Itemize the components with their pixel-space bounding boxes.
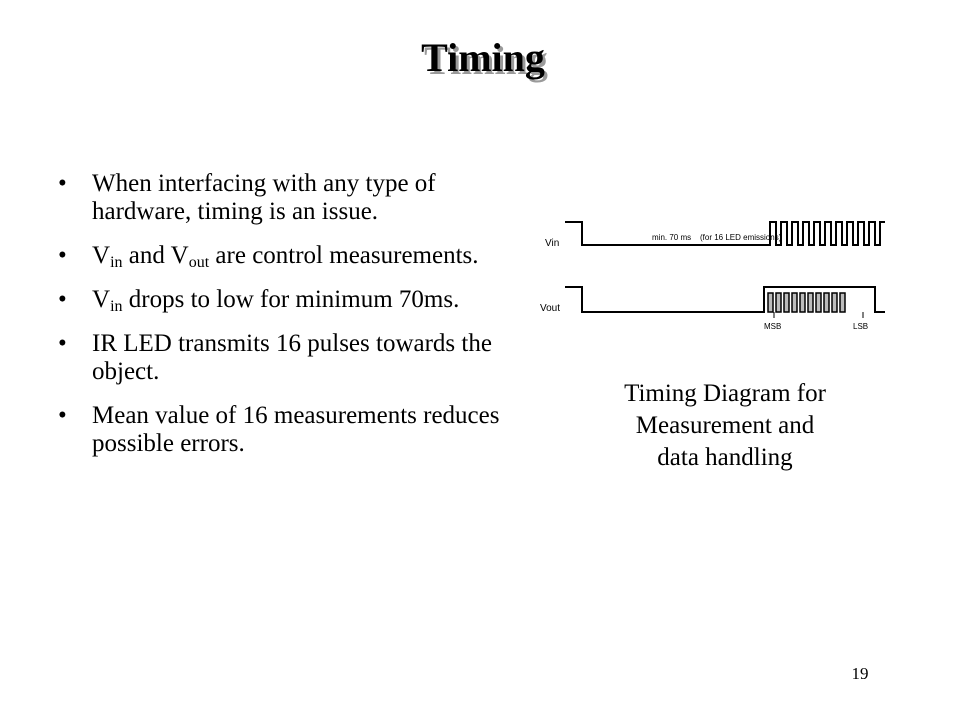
slide-title: Timing: [421, 35, 545, 80]
bullet-item-ir-led-pulses: [58, 330, 508, 386]
subscript-in: in: [110, 298, 123, 315]
bullet-text: When interfacing with any type of hardware, timing is an issue.: [92, 170, 436, 225]
caption-line: Timing Diagram for: [624, 380, 826, 407]
vout-label: Vout: [540, 303, 561, 314]
min-duration-label: min. 70 ms: [652, 233, 692, 242]
diagram-caption: [560, 378, 890, 474]
bullet-list: [58, 170, 508, 474]
caption-line: data handling: [657, 444, 793, 471]
timing-diagram: [530, 205, 900, 340]
caption-line: Measurement and: [635, 412, 815, 439]
bullet-text-rest: drops to low for minimum 70ms.: [122, 286, 460, 313]
page-number: 19: [851, 664, 869, 683]
vout-data-bits: [768, 293, 845, 312]
bullet-text-rest: are control measurements.: [209, 242, 479, 269]
bullet-item-control-measurements: [58, 242, 508, 270]
subscript-out: out: [188, 254, 210, 271]
bullet-text-and-v: and V: [122, 242, 189, 269]
msb-label: MSB: [764, 322, 782, 331]
vin-label: Vin: [545, 238, 560, 249]
bullet-text: Mean value of 16 measurements reduces possible errors.: [92, 402, 500, 457]
bullet-text: IR LED transmits 16 pulses towards the object.: [92, 330, 492, 385]
bullet-item-mean-value: [58, 402, 508, 458]
lsb-label: LSB: [853, 322, 869, 331]
bullet-text-v: V: [92, 242, 111, 269]
bullet-text-v: V: [92, 286, 111, 313]
emissions-label: (for 16 LED emissions): [700, 233, 782, 242]
bullet-item-vin-drops: [58, 286, 508, 314]
subscript-in: in: [110, 254, 123, 271]
bullet-item-hardware-timing: [58, 170, 508, 226]
